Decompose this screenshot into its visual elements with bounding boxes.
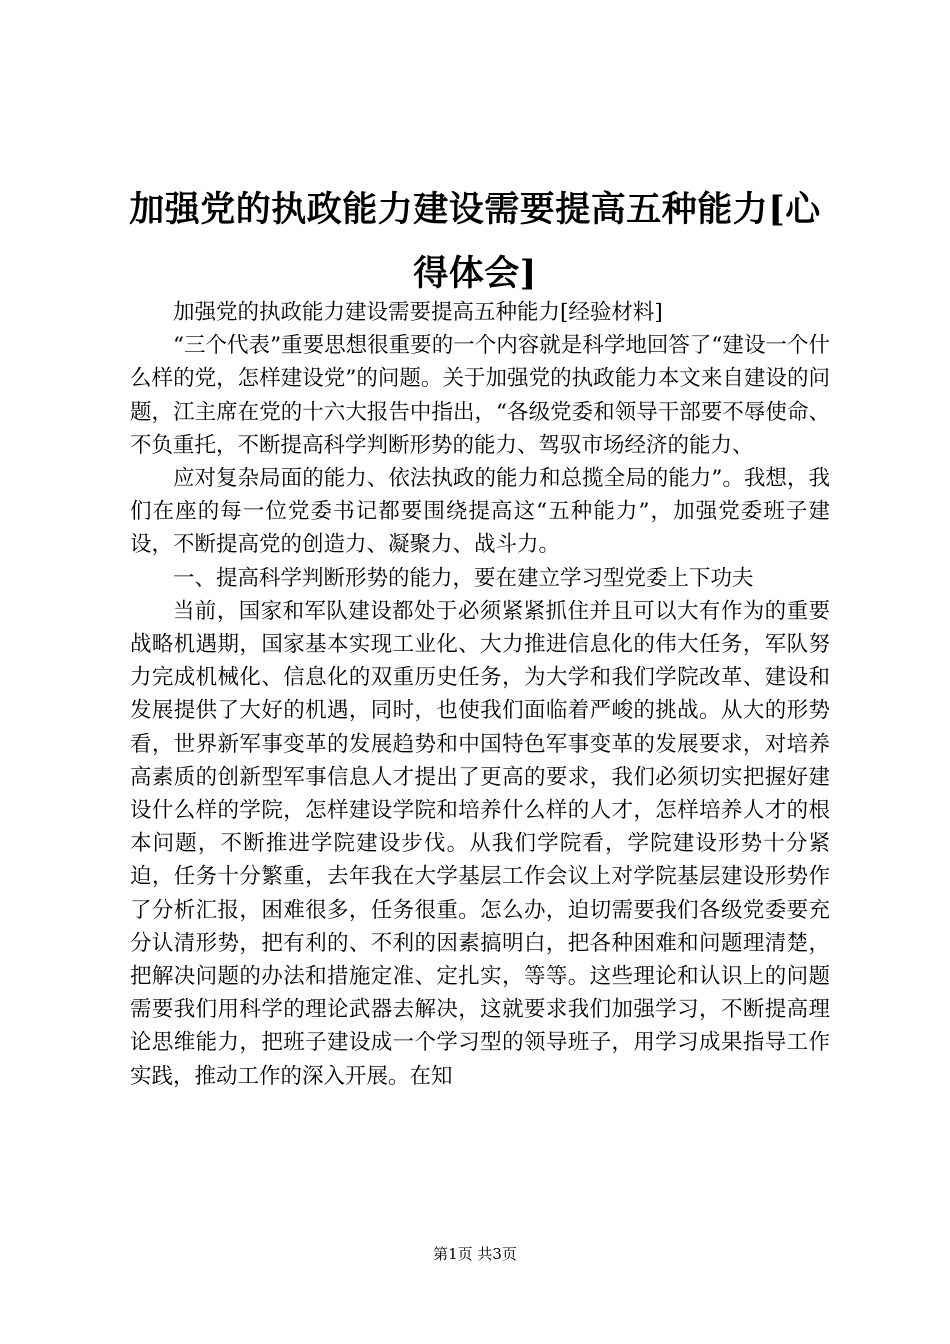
paragraph: “三个代表”重要思想很重要的一个内容就是科学地回答了“建设一个什么样的党，怎样建设党”的问题。关于加强党的执政能力本文来自建设的问题，江主席在党的十六大报告中指出，“各级党委和领导干部要不辱使命、不负重托，不断提高科学判断形势的能力、驾驭市场经济的能力、 <box>130 333 830 458</box>
page-footer: 第1页 共3页 <box>433 1245 517 1263</box>
paragraph: 当前，国家和军队建设都处于必须紧紧抓住并且可以大有作为的重要战略机遇期，国家基本实现工业化、大力推进信息化的伟大任务，军队努力完成机械化、信息化的双重历史任务，为大学和我们学院改革、建设和发展提供了大好的机遇，同时，也使我们面临着严峻的挑战。从大的形势看，世界新军事变革的发展趋势和中国特色军事变革的发展要求，对培养高素质的创新型军事信息人才提出了更高的要求，我们必须切实把握好建设什么样的学院，怎样建设学院和培养什么样的人才，怎样培养人才的根本问题，不断推进学院建设步伐。从我们学院看，学院建设形势十分紧迫，任务十分繁重，去年我在大学基层工作会议上对学院基层建设形势作了分析汇报，困难很多，任务很重。怎么办，迫切需要我们各级党委要充分认清形势，把有利的、不利的因素搞明白，把各种困难和问题理清楚，把解决问题的办法和措施定准、定扎实，等等。这些理论和认识上的问题需要我们用科学的理论武器去解决，这就要求我们加强学习，不断提高理论思维能力，把班子建设成一个学习型的领导班子，用学习成果指导工作实践，推动工作的深入开展。在知 <box>130 598 830 1089</box>
paragraph: 应对复杂局面的能力、依法执政的能力和总揽全局的能力”。我想，我们在座的每一位党委书记都要围绕提高这“五种能力”，加强党委班子建设，不断提高党的创造力、凝聚力、战斗力。 <box>130 466 830 558</box>
document-body <box>130 296 830 1093</box>
section-heading: 一、提高科学判断形势的能力，要在建立学习型党委上下功夫 <box>173 565 754 591</box>
document-title: 加强党的执政能力建设需要提高五种能力[心得体会] <box>129 189 821 294</box>
paragraph-subtitle: 加强党的执政能力建设需要提高五种能力[经验材料] <box>173 300 663 325</box>
